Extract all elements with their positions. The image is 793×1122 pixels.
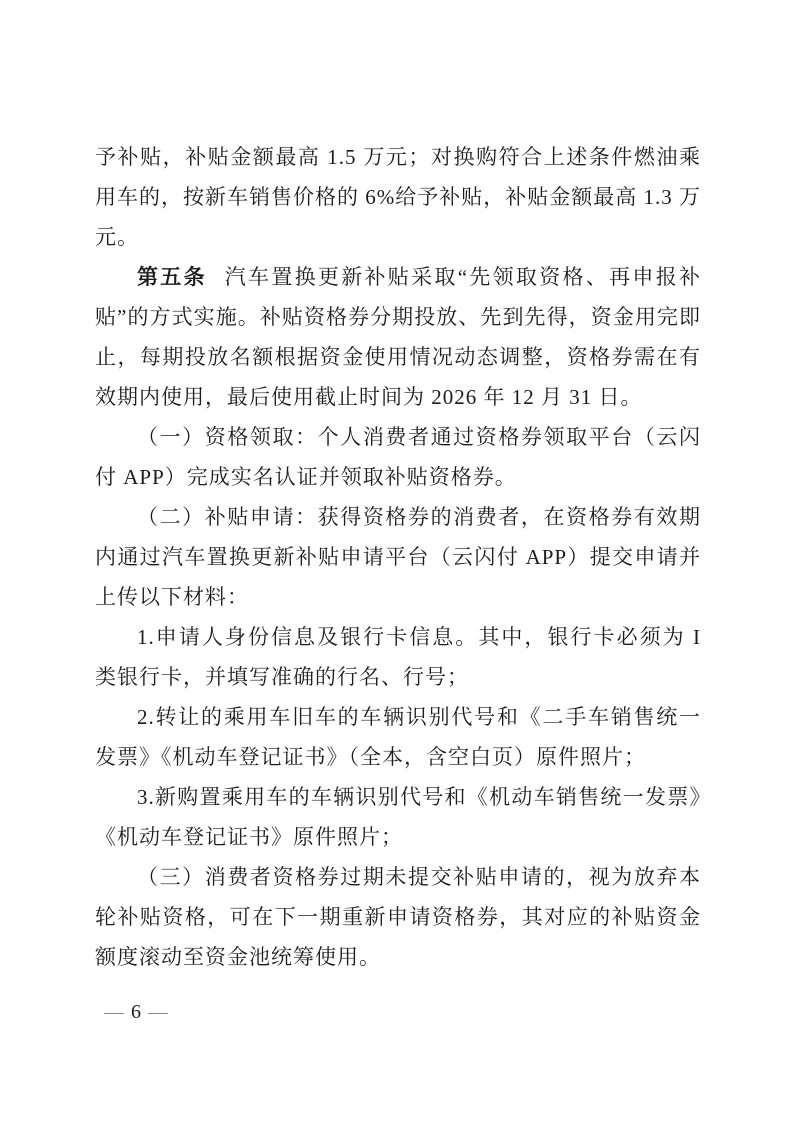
paragraph-text: 2.转让的乘用车旧车的车辆识别代号和《二手车销售统一发票》《机动车登记证书》（全本，含空白页）原件照片；: [95, 705, 701, 769]
paragraph-continuation: [95, 137, 701, 257]
paragraph-text: 3.新购置乘用车的车辆识别代号和《机动车销售统一发票》《机动车登记证书》原件照片；: [95, 785, 701, 849]
paragraph-text: 予补贴，补贴金额最高 1.5 万元；对换购符合上述条件燃油乘用车的，按新车销售价格的 6%给予补贴，补贴金额最高 1.3 万元。: [95, 145, 701, 249]
page-footer: [104, 999, 168, 1025]
footer-right-dash: —: [148, 1001, 168, 1023]
paragraph-text: 汽车置换更新补贴采取“先领取资格、再申报补贴”的方式实施。补贴资格券分期投放、先到先得，资金用完即止，每期投放名额根据资金使用情况动态调整，资格券需在有效期内使用，最后使用截止时间为 2026 年 12 月 31 日。: [95, 265, 701, 409]
article-5-heading: 第五条: [137, 265, 207, 289]
paragraph-text: （一）资格领取：个人消费者通过资格券领取平台（云闪付 APP）完成实名认证并领取补贴资格券。: [95, 425, 701, 489]
page-number: 6: [131, 1001, 141, 1023]
paragraph-text: （二）补贴申请：获得资格券的消费者，在资格券有效期内通过汽车置换更新补贴申请平台（云闪付 APP）提交申请并上传以下材料：: [95, 505, 701, 609]
paragraph-item-san: [95, 857, 701, 977]
footer-left-dash: —: [104, 1001, 124, 1023]
paragraph-item-er: [95, 497, 701, 617]
paragraph-material-3: [95, 777, 701, 857]
paragraph-text: （三）消费者资格券过期未提交补贴申请的，视为放弃本轮补贴资格，可在下一期重新申请资格券，其对应的补贴资金额度滚动至资金池统筹使用。: [95, 865, 701, 969]
paragraph-material-1: [95, 617, 701, 697]
paragraph-article-5: [95, 257, 701, 417]
document-body: [95, 137, 701, 977]
paragraph-material-2: [95, 697, 701, 777]
paragraph-text: 1.申请人身份信息及银行卡信息。其中，银行卡必须为 I 类银行卡，并填写准确的行名、行号；: [95, 625, 701, 689]
paragraph-item-yi: [95, 417, 701, 497]
